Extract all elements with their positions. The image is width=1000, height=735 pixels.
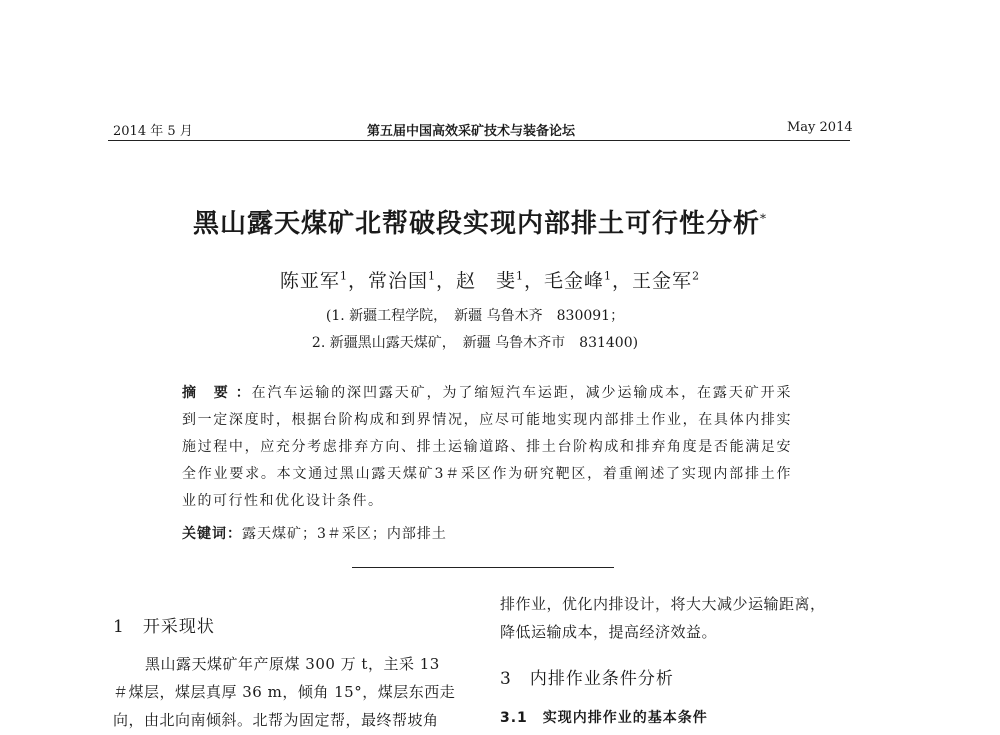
keywords-text: 露天煤矿；3＃采区；内部排土 — [242, 526, 447, 542]
abstract-text: 在汽车运输的深凹露天矿，为了缩短汽车运距，减少运输成本，在露天矿开采到一定深度时，根据台阶构成和到界情况，应尽可能地实现内部排土作业，在具体内排实施过程中，应充分考虑排弃方向、排土运输道路、排土台阶构成和排弃角度是否能满足安全作业要求。本文通过黑山露天煤矿3＃采区作为研究靶区，着重阐述了实现内部排土作业的可行性和优化设计条件。 — [182, 385, 793, 509]
author-sup: 2 — [692, 269, 701, 283]
section-heading-1: 1 开采现状 — [113, 617, 215, 637]
right-column-body — [500, 590, 870, 646]
affiliation-2: 2. 新疆黑山露天煤矿， 新疆 乌鲁木齐市 831400) — [311, 335, 639, 351]
author-sup: 1 — [339, 269, 348, 283]
abstract-label: 摘 要 — [182, 385, 230, 401]
keywords-colon: ： — [227, 526, 242, 542]
author-name: 毛金峰 — [544, 270, 605, 292]
author-list — [0, 266, 980, 293]
abstract-separator-rule — [352, 567, 614, 568]
affiliation-1: (1. 新疆工程学院， 新疆 乌鲁木齐 830091； — [325, 308, 625, 324]
author-separator: ， — [612, 270, 633, 292]
header-journal: 第五届中国高效采矿技术与装备论坛 — [367, 124, 576, 139]
header-date-en: May 2014 — [787, 120, 853, 135]
subsection-heading-3-1: 3.1 实现内排作业的基本条件 — [500, 710, 708, 726]
left-line: 向，由北向南倾斜。北帮为固定帮，最终帮坡角 — [113, 711, 439, 729]
author-sup: 1 — [604, 269, 613, 283]
left-line: 黑山露天煤矿年产原煤 300 万 t，主采 13 — [145, 655, 440, 673]
right-line: 降低运输成本，提高经济效益。 — [500, 623, 718, 641]
author-separator: ， — [347, 270, 368, 292]
title-footnote-mark: * — [760, 211, 767, 226]
author-name: 王金军 — [632, 270, 693, 292]
header-rule — [108, 140, 850, 141]
author-name: 赵 斐 — [455, 270, 516, 292]
left-line: ＃煤层，煤层真厚 36 m，倾角 15°，煤层东西走 — [113, 683, 456, 701]
keywords-label: 关键词 — [182, 526, 227, 542]
keywords — [182, 523, 447, 543]
section-heading-3: 3 内排作业条件分析 — [500, 669, 674, 689]
right-line: 排作业，优化内排设计，将大大减少运输距离， — [500, 595, 826, 613]
left-column-body — [113, 650, 468, 734]
paper-title-text: 黑山露天煤矿北帮破段实现内部排土可行性分析 — [192, 209, 760, 239]
author-separator: ， — [524, 270, 545, 292]
paper-title — [0, 203, 960, 240]
author-name: 陈亚军 — [279, 270, 340, 292]
author-separator: ， — [435, 270, 456, 292]
header-date-cn: 2014 年 5 月 — [113, 124, 193, 139]
author-sup: 1 — [516, 269, 524, 283]
abstract — [182, 380, 792, 515]
author-sup: 1 — [427, 269, 436, 283]
author-name: 常治国 — [367, 270, 428, 292]
abstract-colon: ： — [235, 385, 252, 401]
